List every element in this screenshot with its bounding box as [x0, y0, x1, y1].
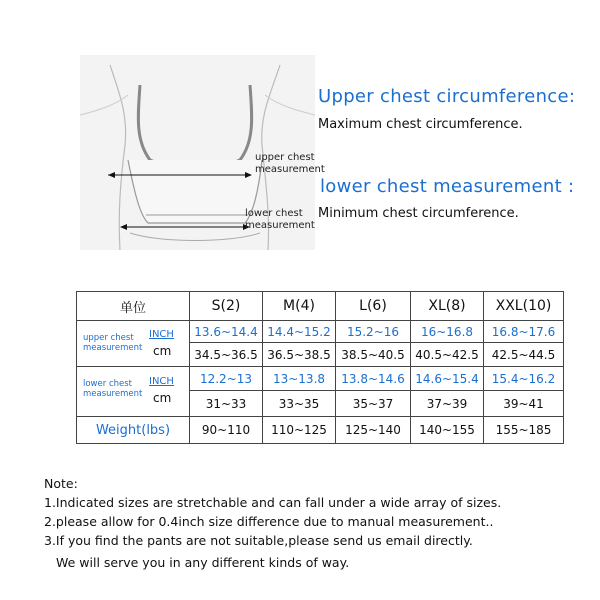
notes-title: Note: — [44, 476, 78, 491]
lower-cm-l: 35~37 — [336, 391, 411, 417]
weight-l: 125~140 — [336, 417, 411, 444]
size-header-l: L(6) — [336, 292, 411, 321]
upper-inch-xl: 16~16.8 — [411, 321, 484, 343]
lower-cm-s: 31~33 — [190, 391, 263, 417]
lower-chest-row-label-line1: lower chest — [83, 379, 132, 389]
lower-chest-sketch-label — [245, 208, 315, 232]
upper-chest-sketch-label — [255, 152, 325, 176]
unit-cm-label: cm — [153, 344, 172, 358]
upper-chest-row-label — [77, 321, 190, 367]
size-header-m: M(4) — [263, 292, 336, 321]
lower-cm-m: 33~35 — [263, 391, 336, 417]
weight-row — [77, 417, 564, 444]
lower-inch-l: 13.8~14.6 — [336, 367, 411, 391]
upper-inch-xxl: 16.8~17.6 — [484, 321, 564, 343]
lower-chest-label-line1: lower chest — [245, 208, 303, 219]
lower-chest-inch-row — [77, 367, 564, 391]
lower-inch-s: 12.2~13 — [190, 367, 263, 391]
size-chart-table — [76, 291, 564, 444]
unit-inch-label-lower: INCH — [149, 376, 174, 387]
note-line-1: 1.Indicated sizes are stretchable and can fall under a wide array of sizes. — [44, 495, 502, 510]
lower-cm-xl: 37~39 — [411, 391, 484, 417]
unit-cm-label-lower: cm — [153, 391, 172, 405]
lower-chest-heading: lower chest measurement : — [320, 176, 575, 197]
lower-inch-xxl: 15.4~16.2 — [484, 367, 564, 391]
lower-chest-description: Minimum chest circumference. — [318, 206, 519, 221]
notes-section — [44, 474, 501, 572]
upper-inch-s: 13.6~14.4 — [190, 321, 263, 343]
note-line-4: We will serve you in any different kinds of way. — [56, 555, 350, 570]
lower-inch-m: 13~13.8 — [263, 367, 336, 391]
weight-xl: 140~155 — [411, 417, 484, 444]
upper-cm-s: 34.5~36.5 — [190, 343, 263, 367]
lower-chest-row-label — [77, 367, 190, 417]
lower-cm-xxl: 39~41 — [484, 391, 564, 417]
weight-s: 90~110 — [190, 417, 263, 444]
sports-bra-sketch — [80, 55, 325, 250]
size-header-s: S(2) — [190, 292, 263, 321]
upper-chest-heading: Upper chest circumference: — [318, 86, 576, 107]
note-line-2: 2.please allow for 0.4inch size difference due to manual measurement.. — [44, 514, 494, 529]
upper-cm-xl: 40.5~42.5 — [411, 343, 484, 367]
note-line-3: 3.If you find the pants are not suitable,please send us email directly. — [44, 533, 473, 548]
weight-label: Weight(lbs) — [77, 417, 190, 444]
lower-inch-xl: 14.6~15.4 — [411, 367, 484, 391]
upper-cm-xxl: 42.5~44.5 — [484, 343, 564, 367]
upper-chest-label-line1: upper chest — [255, 152, 315, 163]
upper-chest-label-line2: measurement — [255, 164, 325, 175]
unit-header-cell: 单位 — [77, 292, 190, 321]
upper-inch-m: 14.4~15.2 — [263, 321, 336, 343]
size-header-row — [77, 292, 564, 321]
weight-xxl: 155~185 — [484, 417, 564, 444]
upper-cm-l: 38.5~40.5 — [336, 343, 411, 367]
upper-inch-l: 15.2~16 — [336, 321, 411, 343]
unit-inch-label: INCH — [149, 329, 174, 340]
size-header-xl: XL(8) — [411, 292, 484, 321]
upper-chest-row-label-line1: upper chest — [83, 333, 134, 343]
weight-m: 110~125 — [263, 417, 336, 444]
upper-chest-row-label-line2: measurement — [83, 343, 143, 353]
upper-chest-description: Maximum chest circumference. — [318, 117, 523, 132]
upper-cm-m: 36.5~38.5 — [263, 343, 336, 367]
upper-chest-inch-row — [77, 321, 564, 343]
size-header-xxl: XXL(10) — [484, 292, 564, 321]
lower-chest-row-label-line2: measurement — [83, 389, 143, 399]
lower-chest-label-line2: measurement — [245, 220, 315, 231]
